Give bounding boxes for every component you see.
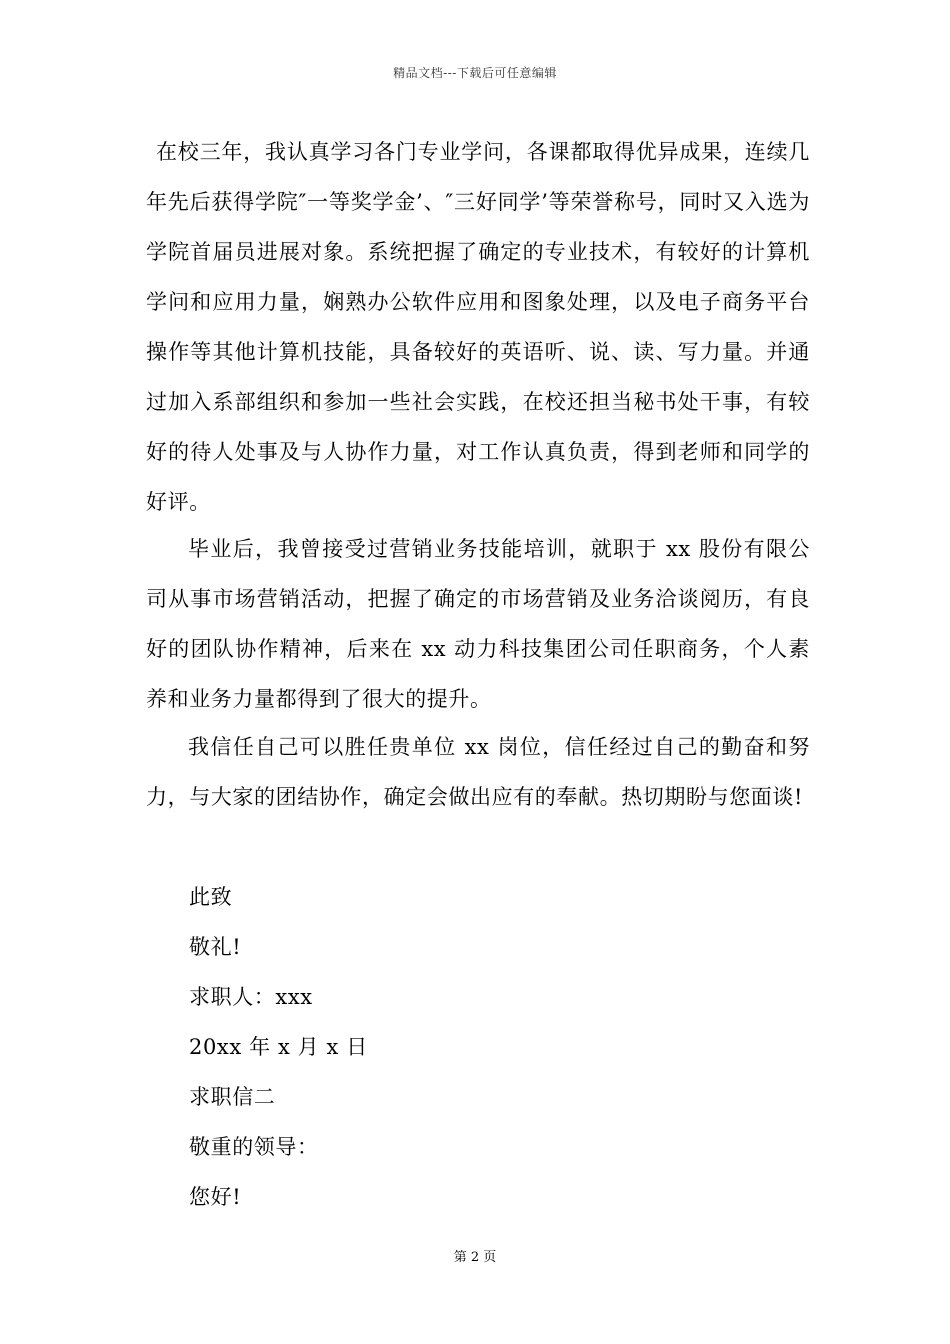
respect-line: 敬礼! — [189, 935, 242, 959]
date-line: 20xx 年 x 月 x 日 — [189, 1035, 368, 1059]
salutation-line: 此致 — [189, 885, 233, 909]
paragraph-education — [146, 127, 810, 527]
letter-two-greeting: 敬重的领导： — [189, 1135, 319, 1159]
page-header: 精品文档---下载后可任意编辑 — [393, 66, 557, 80]
applicant-line: 求职人：xxx — [189, 985, 313, 1009]
page-number: 第 2 页 — [453, 1250, 497, 1265]
letter-two-title: 求职信二 — [189, 1085, 276, 1109]
paragraph-work-experience — [146, 524, 810, 724]
letter-two-hello: 您好! — [189, 1185, 242, 1209]
paragraph-closing-statement — [146, 722, 810, 822]
paragraph-text: 在校三年，我认真学习各门专业学问，各课都取得优异成果，连续几年先后获得学院″一等奖学金’、″三好同学’等荣誉称号，同时又入选为学院首届员进展对象。系统把握了确定的专业技术，有较好的计算机学问和应用力量，娴熟办公软件应用和图象处理，以及电子商务平台操作等其他计算机技能，具备较好的英语听、说、读、写力量。并通过加入系部组织和参加一些社会实践，在校还担当秘书处干事，有较好的待人处事及与人协作力量，对工作认真负责，得到老师和同学的好评。 — [146, 140, 810, 514]
paragraph-text: 我信任自己可以胜任贵单位 xx 岗位，信任经过自己的勤奋和努力，与大家的团结协作，确定会做出应有的奉献。热切期盼与您面谈! — [146, 735, 810, 809]
paragraph-text: 毕业后，我曾接受过营销业务技能培训，就职于 xx 股份有限公司从事市场营销活动，把握了确定的市场营销及业务洽谈阅历，有良好的团队协作精神，后来在 xx 动力科技集团公司任职商务，个人素养和业务力量都得到了很大的提升。 — [146, 537, 810, 711]
